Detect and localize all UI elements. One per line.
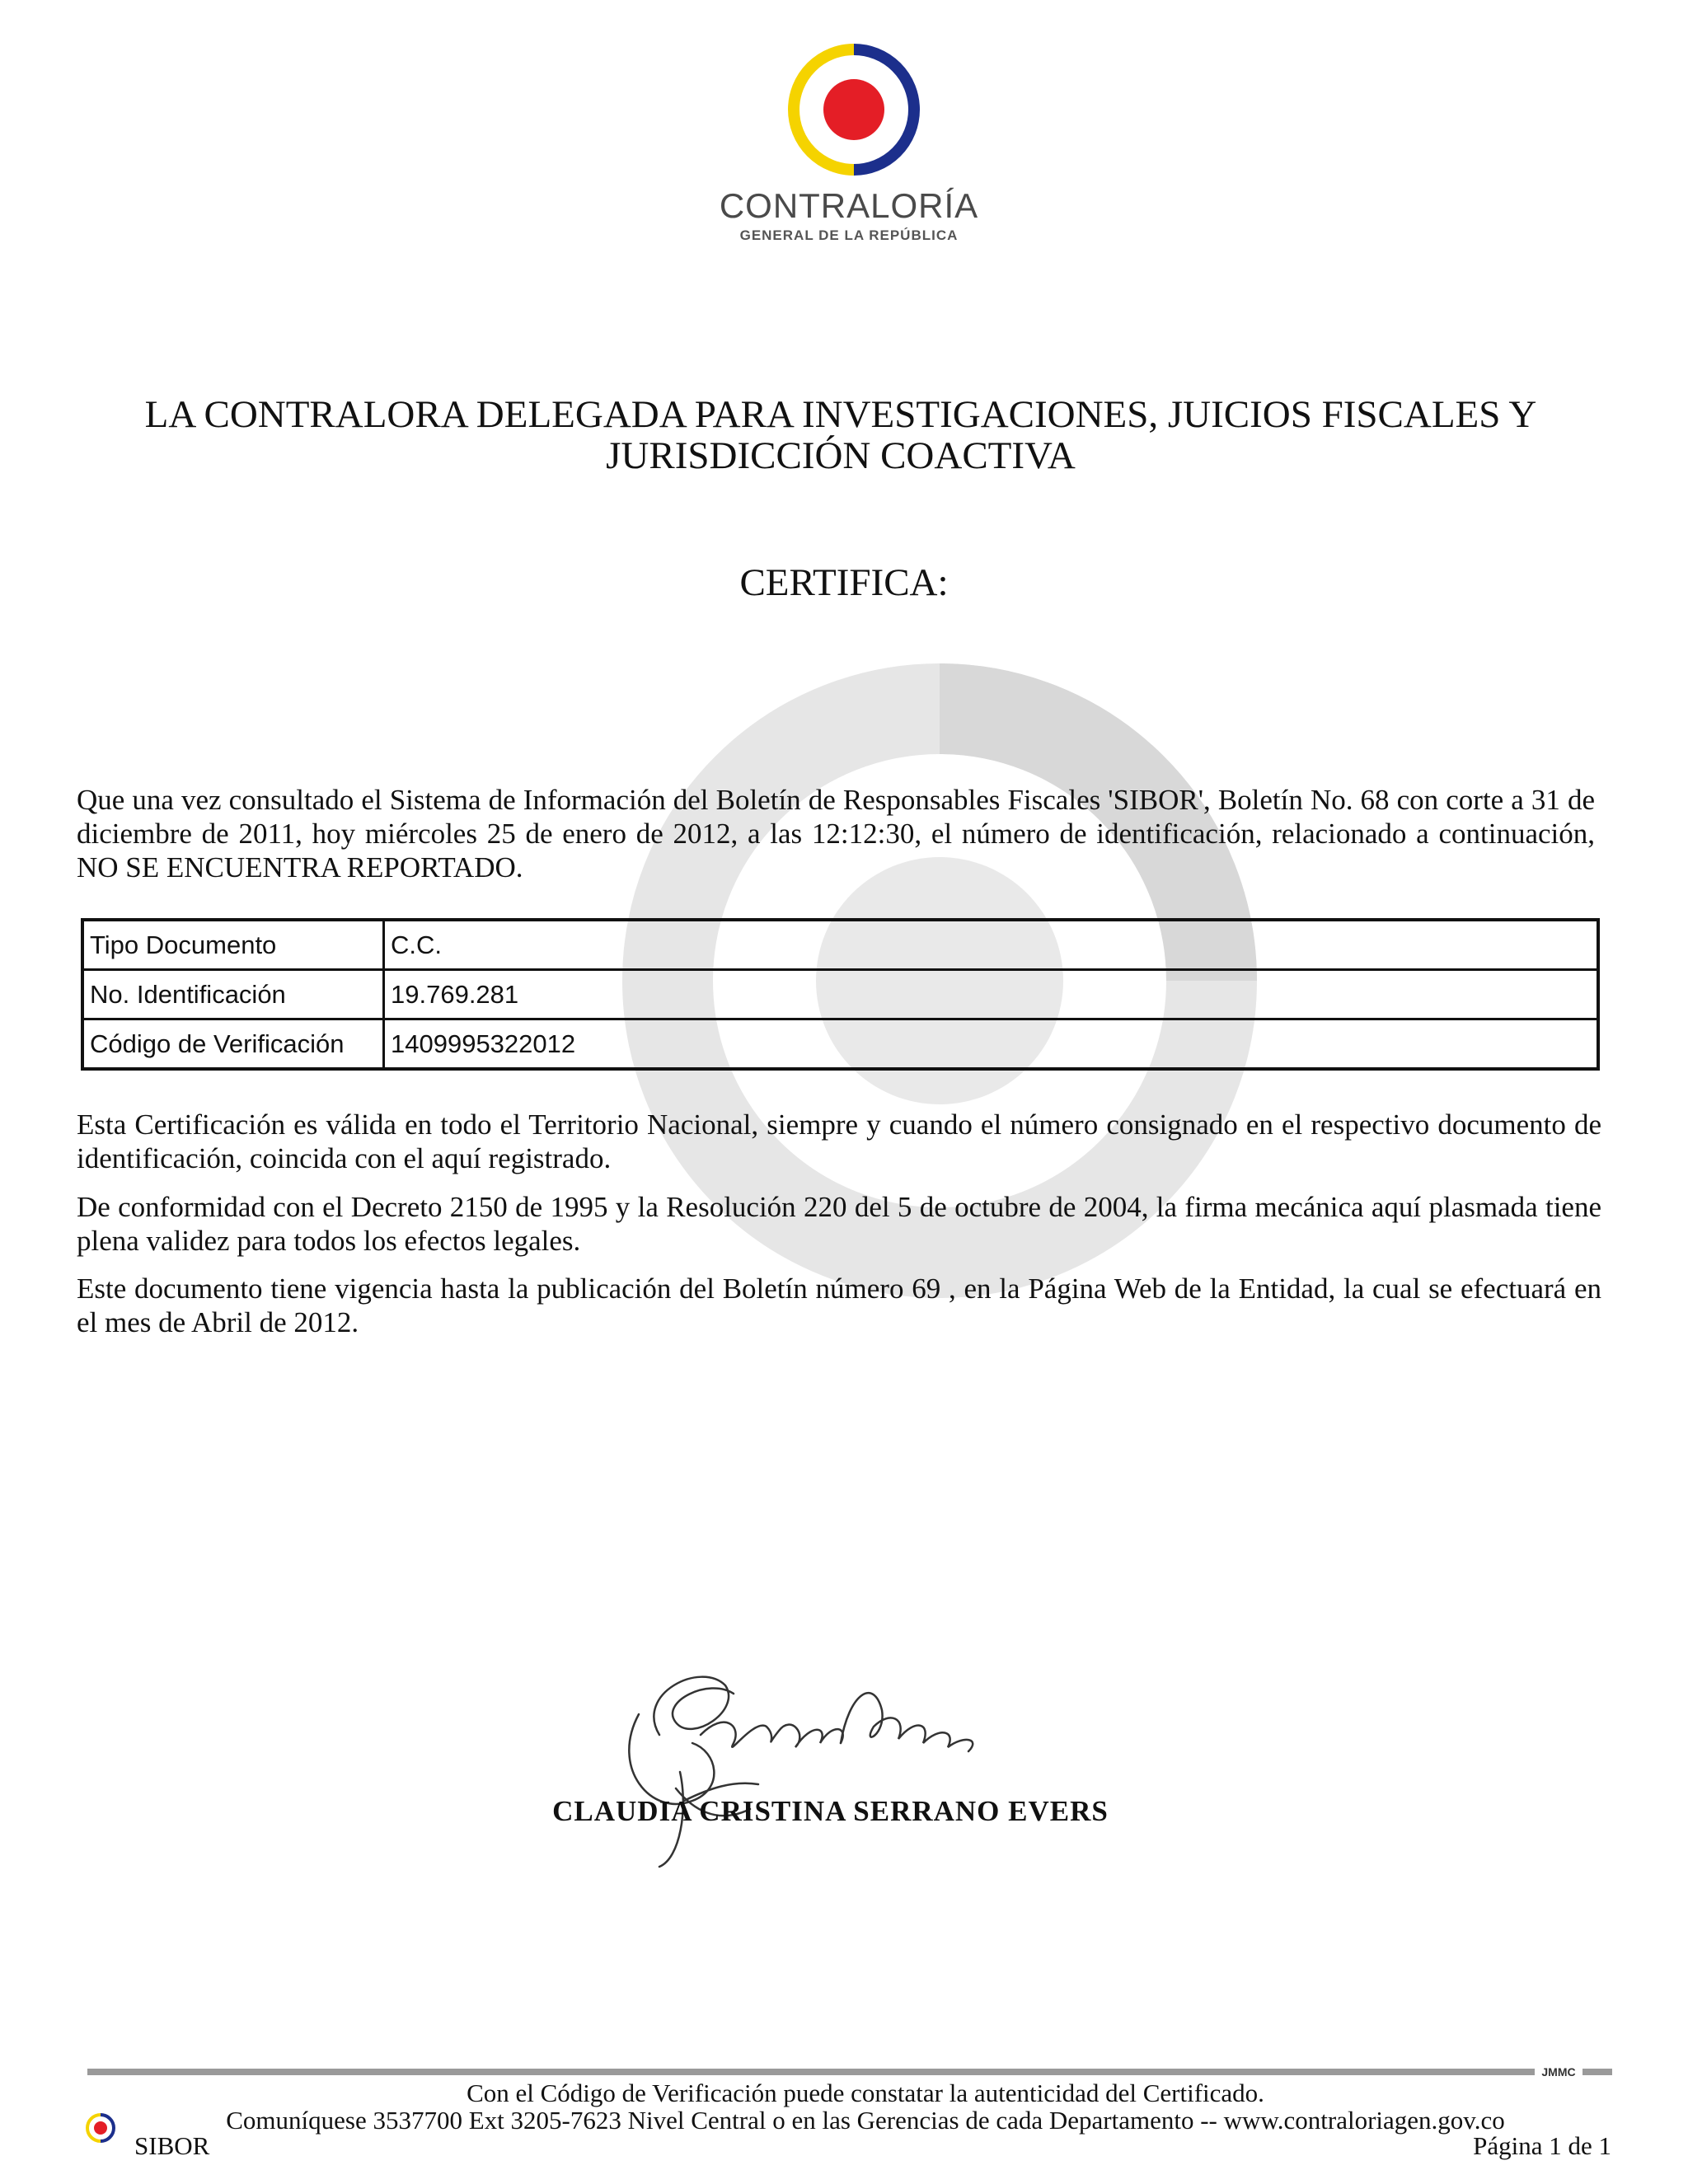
signer-name: CLAUDIA CRISTINA SERRANO EVERS	[552, 1795, 1109, 1827]
contraloria-logo-icon	[787, 43, 921, 176]
footer-contact: Comuníquese 3537700 Ext 3205-7623 Nivel Central o en las Gerencias de cada Departamento -- www.contraloriagen.gov.co	[226, 2106, 1505, 2135]
intro-paragraph: Que una vez consultado el Sistema de Información del Boletín de Responsables Fiscales 'SIBOR', Boletín No. 68 con corte a 31 de diciembre de 2011, hoy miércoles 25 de enero de 2012, a las 12:12:30, el número de identificación, relacionado a continuación, NO SE ENCUENTRA REPORTADO.	[77, 784, 1595, 883]
expiry-paragraph: Este documento tiene vigencia hasta la publicación del Boletín número 69 , en la Página Web de la Entidad, la cual se efectuará en el mes de Abril de 2012.	[77, 1272, 1601, 1338]
document-heading: LA CONTRALORA DELEGADA PARA INVESTIGACIONES, JUICIOS FISCALES Y JURISDICCIÓN COACTIVA	[144, 393, 1537, 477]
table-label: Tipo Documento	[82, 920, 384, 970]
footer-tag: JMMC	[1535, 2065, 1582, 2079]
footer-logo-icon	[86, 2113, 115, 2143]
table-label: Código de Verificación	[82, 1019, 384, 1070]
logo-wordmark: CONTRALORÍA	[719, 186, 979, 225]
logo-subtitle: GENERAL DE LA REPÚBLICA	[739, 227, 959, 243]
identification-table	[81, 918, 1600, 1071]
footer-system-name: SIBOR	[134, 2131, 210, 2160]
table-value: C.C.	[384, 920, 1599, 970]
footer-verification-note: Con el Código de Verificación puede constatar la autenticidad del Certificado.	[467, 2079, 1264, 2107]
table-row	[82, 1019, 1598, 1070]
handwritten-signature	[602, 1644, 1030, 1875]
certifica-title: CERTIFICA:	[739, 561, 949, 604]
table-label: No. Identificación	[82, 970, 384, 1019]
table-row	[82, 920, 1598, 970]
table-value: 19.769.281	[384, 970, 1599, 1019]
page-number: Página 1 de 1	[1473, 2131, 1611, 2160]
decree-paragraph: De conformidad con el Decreto 2150 de 1995 y la Resolución 220 del 5 de octubre de 2004, la firma mecánica aquí plasmada tiene plena validez para todos los efectos legales.	[77, 1191, 1601, 1257]
validity-paragraph: Esta Certificación es válida en todo el Territorio Nacional, siempre y cuando el número consignado en el respectivo documento de identificación, coincida con el aquí registrado.	[77, 1108, 1601, 1174]
footer-divider	[87, 2069, 1612, 2075]
table-value: 1409995322012	[384, 1019, 1599, 1070]
table-row	[82, 970, 1598, 1019]
